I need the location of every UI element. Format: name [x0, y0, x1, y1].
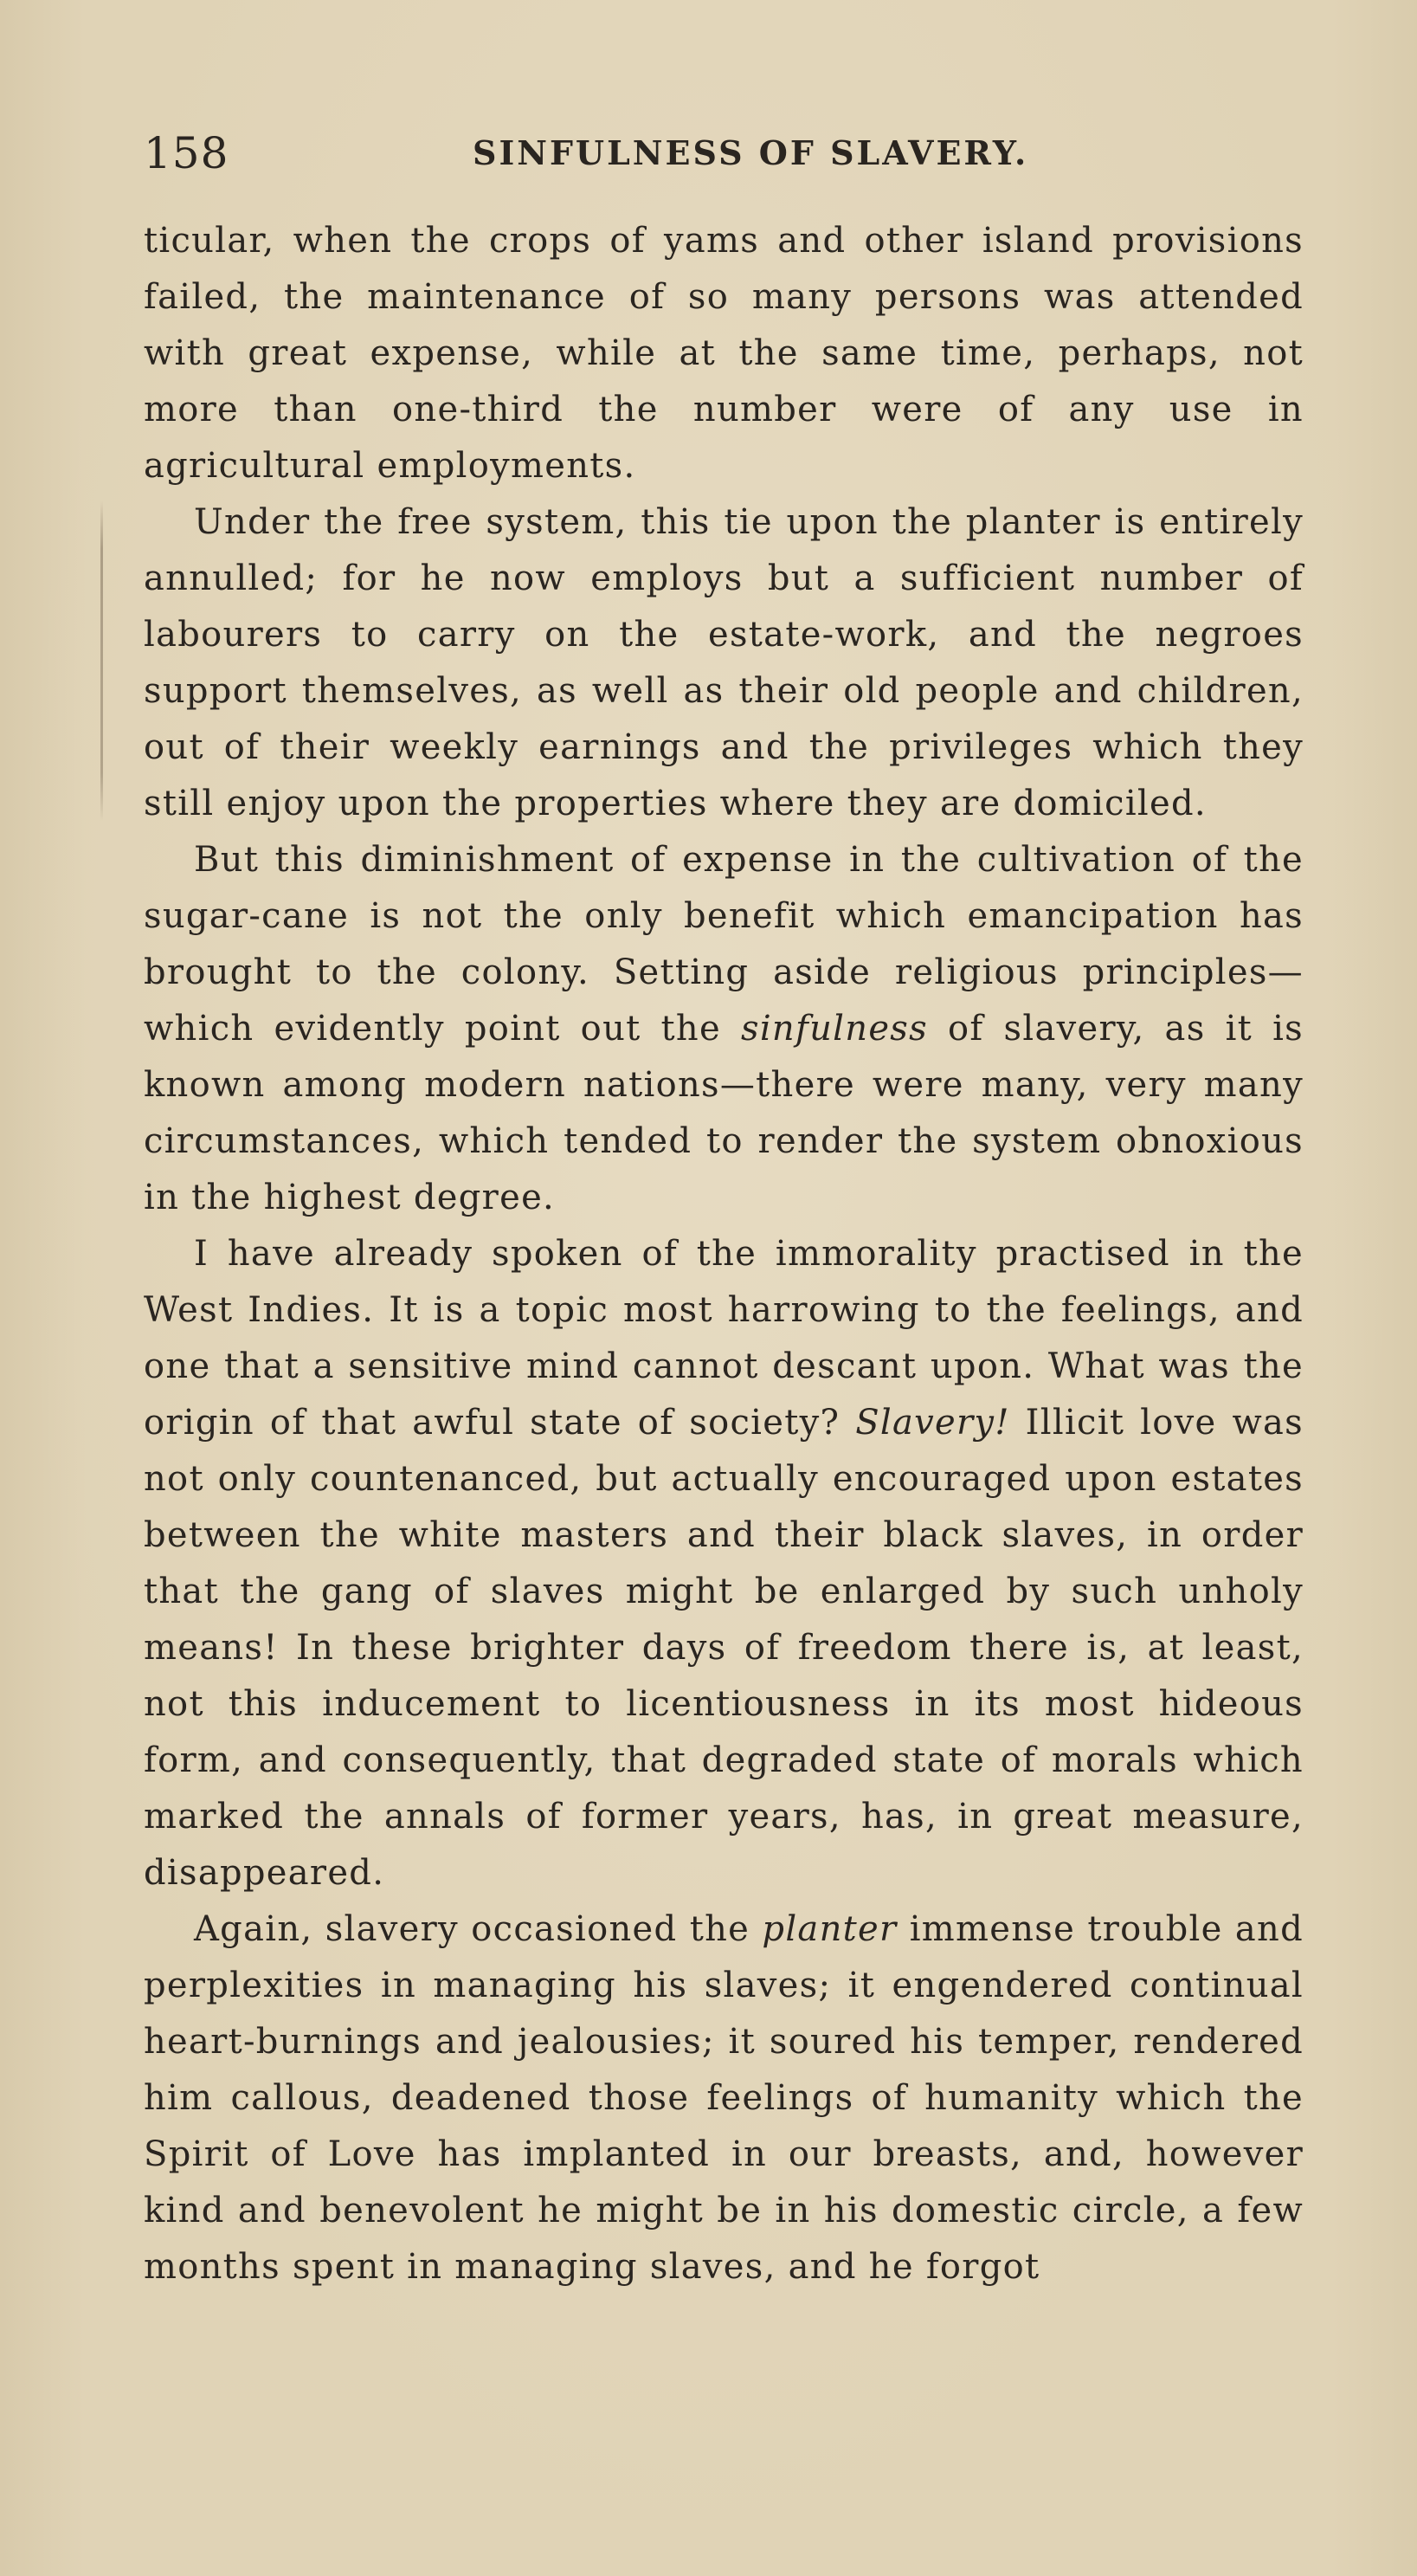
page-number: 158: [144, 128, 229, 178]
margin-pencil-rule: [100, 500, 103, 821]
paragraph: [144, 1226, 1304, 1901]
text-run: Illicit love was not only countenanced, but actually encouraged upon estates between the white masters and their black slaves, in order that the gang of slaves might be enlarged by such unholy means! In these brighter days of freedom there is, at least, not this inducement to licentiousness in its most hideous form, and consequently, that degraded state of morals which marked the annals of former years, has, in great measure, disappeared.: [144, 1403, 1304, 1893]
italic-text: planter: [762, 1909, 898, 1949]
text-run: I have already spoken of the immorality practised in the West Indies. It is a topic most harrowing to the feelings, and one that a sensitive mind cannot descant upon. What was the origin of that awful state of society?: [144, 1234, 1304, 1443]
text-run: Again, slavery occasioned the: [194, 1909, 763, 1949]
italic-text: Slavery!: [855, 1403, 1010, 1443]
italic-text: sinfulness: [741, 1009, 928, 1049]
text-run: ticular, when the crops of yams and other island provisions failed, the maintenance of so many persons was attended with great expense, while at the same time, perhaps, not more than one-third the number were of any use in agricultural employments.: [144, 221, 1304, 486]
text-run: immense trouble and perplexities in managing his slaves; it engendered continual heart-burnings and jealousies; it soured his temper, rendered him callous, deadened those feelings of humanity which the Spirit of Love has implanted in our breasts, and, however kind and benevolent he might be in his domestic circle, a few months spent in managing slaves, and he forgot: [144, 1909, 1304, 2287]
paragraph: [144, 494, 1304, 832]
running-head: SINFULNESS OF SLAVERY.: [473, 133, 1029, 172]
page-header: [144, 128, 1304, 184]
paragraph: [144, 832, 1304, 1226]
body-text: [144, 213, 1304, 2295]
paragraph: [144, 1901, 1304, 2295]
text-run: But this diminishment of expense in the cultivation of the sugar-cane is not the only benefit which emancipation has brought to the colony. Setting aside religious principles—which evidently point out the: [144, 840, 1304, 1049]
text-run: Under the free system, this tie upon the planter is entirely annulled; for he now employs but a sufficient number of labourers to carry on the estate-work, and the negroes support themselves, as well as their old people and children, out of their weekly earnings and the privileges which they still enjoy upon the properties where they are domiciled.: [144, 502, 1304, 823]
paragraph: [144, 213, 1304, 494]
text-run: of slavery, as it is known among modern nations—there were many, very many circumstances, which tended to render the system obnoxious in the highest degree.: [144, 1009, 1304, 1217]
